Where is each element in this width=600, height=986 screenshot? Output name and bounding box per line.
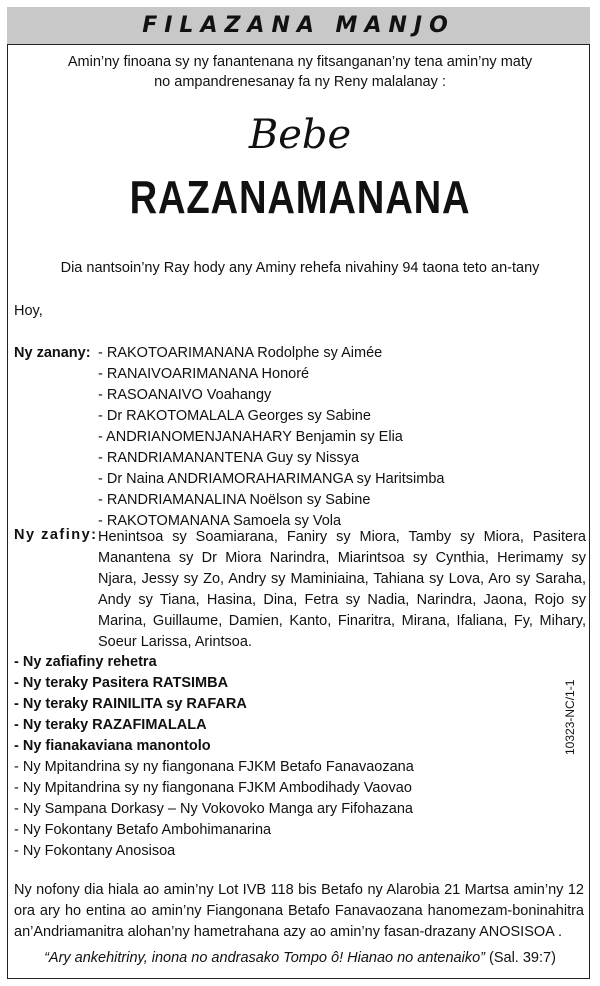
greeting: Hoy, <box>14 303 43 319</box>
death-statement: Dia nantsoin’ny Ray hody any Aminy rehefa nivahiny 94 taona teto an-tany <box>60 260 540 276</box>
quote-source: (Sal. 39:7) <box>489 950 556 966</box>
list-item: - Ny Sampana Dorkasy – Ny Vokovoko Manga ary Fifohazana <box>14 801 413 817</box>
list-item: - ANDRIANOMENJANAHARY Benjamin sy Elia <box>98 429 403 445</box>
intro-line-1: Amin’ny finoana sy ny fanantenana ny fitsanganan’ny tena amin’ny maty <box>67 54 533 70</box>
intro-line-2: no ampandrenesanay fa ny Reny malalanay : <box>154 74 446 90</box>
zafiny-label: Ny zafiny: <box>14 527 98 543</box>
deceased-name: RAZANAMANANA <box>129 171 471 223</box>
quote-text: “Ary ankehitriny, inona no andrasako Tompo ô! Hianao no antenaiko” <box>44 950 485 966</box>
zafiny-text: Henintsoa sy Soamiarana, Faniry sy Miora, Tamby sy Miora, Pasitera Manantena sy Dr Miora Narindra, Miarintsoa sy Cynthia, Herimamy sy Njara, Jessy sy Zo, Andry sy Maminiaina, Tahiana sy Lova, Aro sy Saraha, Andy sy Tiana, Hasina, Dina, Fetra sy Nadia, Narindra, Jaona, Rojo sy Marina, Guillaume, Damien, Kanto, Finaritra, Mirana, Ifaliana, Fy, Mihary, Soeur Larissa, Arintsoa. <box>98 529 586 650</box>
list-item: - Ny teraky RAINILITA sy RAFARA <box>14 696 247 712</box>
list-item: - RANDRIAMANANTENA Guy sy Nissya <box>98 450 360 466</box>
reference-code: 10323-NC/1-1 <box>563 679 577 755</box>
list-item: - Ny Fokontany Betafo Ambohimanarina <box>14 822 272 838</box>
list-item: - Ny teraky RAZAFIMALALA <box>14 717 207 733</box>
list-item: - Dr RAKOTOMALALA Georges sy Sabine <box>98 408 371 424</box>
list-item: - Ny Mpitandrina sy ny fiangonana FJKM Betafo Fanavaozana <box>14 759 414 775</box>
notice-banner <box>7 7 590 45</box>
banner-title: FILAZANA MANJO <box>142 13 455 38</box>
quote-line <box>0 950 600 966</box>
list-item: - RANDRIAMANALINA Noëlson sy Sabine <box>98 492 371 508</box>
list-item: - Ny zafiafiny rehetra <box>14 654 157 670</box>
list-item: - Ny teraky Pasitera RATSIMBA <box>14 675 229 691</box>
title-prefix: Bebe <box>248 112 352 158</box>
list-item: - Ny Fokontany Anosisoa <box>14 843 176 859</box>
list-item: - RAKOTOMANANA Samoela sy Vola <box>98 513 342 529</box>
list-item: - Ny Mpitandrina sy ny fiangonana FJKM Ambodihady Vaovao <box>14 780 412 796</box>
family-list <box>14 652 414 862</box>
list-item: - RAKOTOARIMANANA Rodolphe sy Aimée <box>98 345 383 361</box>
list-item: - RANAIVOARIMANANA Honoré <box>98 366 310 382</box>
zanany-list <box>98 343 444 532</box>
list-item: - Ny fianakaviana manontolo <box>14 738 211 754</box>
list-item: - Dr Naina ANDRIAMORAHARIMANGA sy Haritsimba <box>98 471 445 487</box>
list-item: - RASOANAIVO Voahangy <box>98 387 272 403</box>
zanany-label: Ny zanany: <box>14 345 91 361</box>
closing-paragraph: Ny nofony dia hiala ao amin’ny Lot IVB 118 bis Betafo ny Alarobia 21 Martsa amin’ny 12 ora ary ho entina ao amin’ny Fiangonana Betafo Fanavaozana hanomezam-boninahitra an’Andriamanitra alohan’ny hametrahana azy ao amin’ny fasan-drazany ANOSISOA . <box>14 882 584 940</box>
